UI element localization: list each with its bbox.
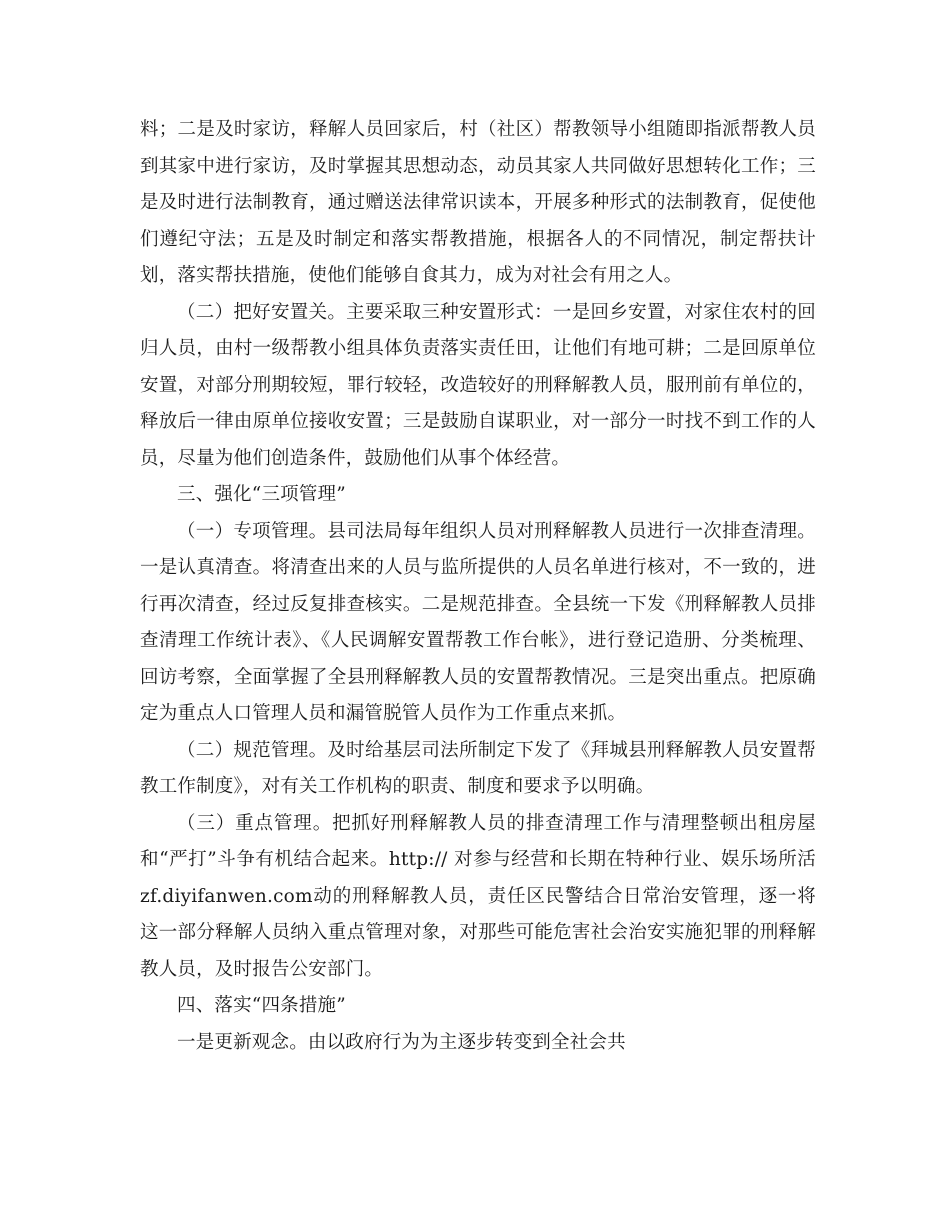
paragraph-continuation: 料；二是及时家访，释解人员回家后，村（社区）帮教领导小组随即指派帮教人员到其家中进行家访，及时掌握其思想动态，动员其家人共同做好思想转化工作；三是及时进行法制教育，通过赠送法律常识读本，开展多种形式的法制教育，促使他们遵纪守法；五是及时制定和落实帮教措施，根据各人的不同情况，制定帮扶计划，落实帮扶措施，使他们能够自食其力，成为对社会有用之人。 bbox=[140, 119, 816, 286]
paragraph-resettlement: （二）把好安置关。主要采取三种安置形式：一是回乡安置，对家住农村的回归人员，由村一级帮教小组具体负责落实责任田，让他们有地可耕；二是回原单位安置，对部分刑期较短，罪行较轻，改造较好的刑释解教人员，服刑前有单位的，释放后一律由原单位接收安置；三是鼓励自谋职业，对一部分一时找不到工作的人员，尽量为他们创造条件，鼓励他们从事个体经营。 bbox=[140, 301, 816, 469]
paragraph-key-management: （三）重点管理。把抓好刑释解教人员的排查清理工作与清理整顿出租房屋和“严打”斗争有机结合起来。http:// 对参与经营和长期在特种行业、娱乐场所活zf.diyifanwen.com动的刑释解教人员，责任区民警结合日常治安管理，逐一将这一部分释解人员纳入重点管理对象，对那些可能危害社会治安实施犯罪的刑释解教人员，及时报告公安部门。 bbox=[140, 812, 816, 980]
document-body bbox=[140, 112, 816, 1061]
paragraph-update-concept: 一是更新观念。由以政府行为为主逐步转变到全社会共 bbox=[177, 1031, 626, 1053]
section-heading-three-management: 三、强化“三项管理” bbox=[177, 484, 346, 505]
paragraph-special-management: （一）专项管理。县司法局每年组织人员对刑释解教人员进行一次排查清理。一是认真清查。将清查出来的人员与监所提供的人员名单进行核对，不一致的，进行再次清查，经过反复排查核实。二是规范排查。全县统一下发《刑释解教人员排查清理工作统计表》、《人民调解安置帮教工作台帐》，进行登记造册、分类梳理、回访考察，全面掌握了全县刑释解教人员的安置帮教情况。三是突出重点。把原确定为重点人口管理人员和漏管脱管人员作为工作重点来抓。 bbox=[140, 520, 816, 724]
paragraph-standard-management: （二）规范管理。及时给基层司法所制定下发了《拜城县刑释解教人员安置帮教工作制度》，对有关工作机构的职责、制度和要求予以明确。 bbox=[140, 739, 816, 797]
section-heading-four-measures: 四、落实“四条措施” bbox=[177, 995, 346, 1016]
